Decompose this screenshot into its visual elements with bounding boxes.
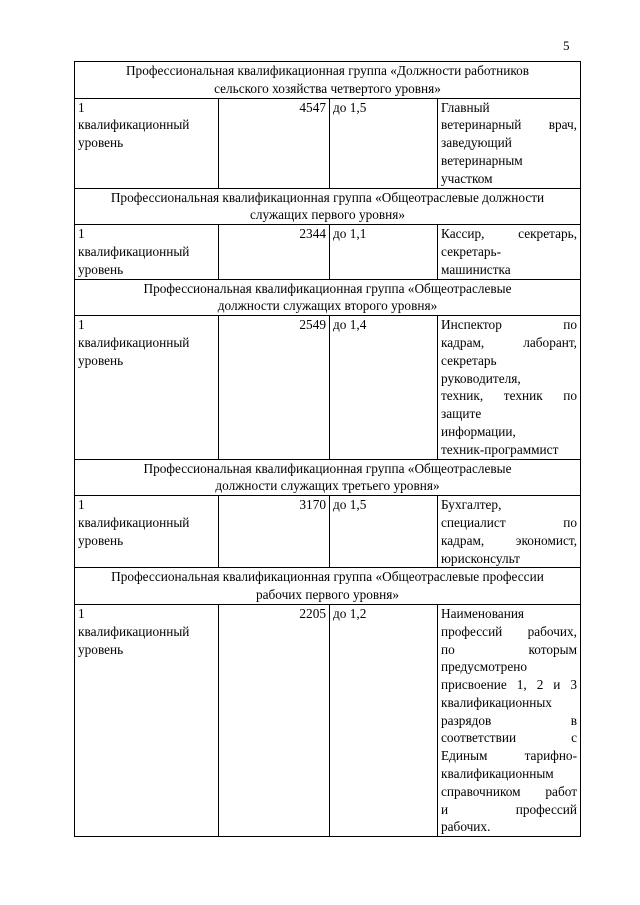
level-line: квалификационный [78,334,190,350]
position-line: квалификационных [441,694,552,710]
position-line: секретарь [441,352,497,368]
table-row [75,98,581,188]
position-line: Инспектор по [441,317,578,333]
qualification-level [75,98,219,188]
position-line: Кассир, секретарь, [441,226,578,242]
coefficient-value: до 1,1 [330,225,438,279]
position-line: предусмотрено [441,659,527,675]
position-line: квалификационным [441,766,554,782]
salary-value: 2344 [219,225,330,279]
position-line: информации, [441,423,516,439]
positions-list [438,225,581,279]
qualification-level [75,316,219,459]
group-header-line: Профессиональная квалификационная группа «Общеотраслевые должности [110,189,545,205]
group-header-line: сельского хозяйства четвертого уровня» [214,80,441,96]
position-line: машинистка [441,261,511,277]
position-line: кадрам, экономист, [441,532,578,548]
coefficient-value: до 1,5 [330,98,438,188]
positions-list [438,316,581,459]
position-line: секретарь- [441,243,501,259]
position-line: профессий рабочих, [441,623,578,639]
group-header [75,459,581,496]
position-line: участком [441,170,493,186]
positions-list [438,496,581,568]
level-line: уровень [78,532,124,548]
group-header-row [75,279,581,316]
group-header-row [75,62,581,99]
level-line: 1 [78,497,85,513]
position-line: техник, техник по [441,388,578,404]
group-header-line: Профессиональная квалификационная группа «Общеотраслевые [143,460,512,476]
group-header-line: должности служащих третьего уровня» [215,478,440,494]
group-header [75,188,581,225]
position-line: по которым [441,641,578,657]
positions-list [438,98,581,188]
position-line: Наименования [441,605,525,621]
position-line: Главный [441,99,490,115]
position-line: разрядов в [441,712,578,728]
table-row [75,225,581,279]
group-header-row [75,188,581,225]
position-line: ветеринарным [441,152,523,168]
position-line: техник-программист [441,441,559,457]
position-line: Бухгалтер, [441,497,502,513]
group-header [75,62,581,99]
group-header-line: Профессиональная квалификационная группа «Общеотраслевые профессии [111,569,544,585]
coefficient-value: до 1,4 [330,316,438,459]
level-line: 1 [78,317,85,333]
level-line: квалификационный [78,243,190,259]
group-header-row [75,459,581,496]
level-line: уровень [78,261,124,277]
coefficient-value: до 1,5 [330,496,438,568]
salary-value: 2549 [219,316,330,459]
level-line: 1 [78,99,85,115]
position-line: руководителя, [441,370,521,386]
position-line: соответствии с [441,730,578,746]
group-header-line: служащих первого уровня» [249,207,406,223]
position-line: рабочих. [441,819,491,835]
level-line: квалификационный [78,623,190,639]
position-line: Единым тарифно- [441,748,578,764]
position-line: юрисконсульт [441,550,520,566]
salary-value: 4547 [219,98,330,188]
position-line: специалист по [441,514,578,530]
position-line: защите [441,406,482,422]
level-line: 1 [78,226,85,242]
position-line: ветеринарный врач, [441,117,578,133]
qualification-level [75,496,219,568]
level-line: уровень [78,641,124,657]
salary-value: 3170 [219,496,330,568]
group-header [75,568,581,605]
position-line: кадрам, лаборант, [441,334,578,350]
position-line: присвоение 1, 2 и 3 [441,677,577,693]
table-row [75,496,581,568]
qualification-level [75,604,219,836]
level-line: квалификационный [78,514,190,530]
level-line: квалификационный [78,117,190,133]
salary-value: 2205 [219,604,330,836]
level-line: уровень [78,135,124,151]
positions-list [438,604,581,836]
page-number: 5 [563,38,570,53]
level-line: 1 [78,605,85,621]
position-line: справочником работ [441,783,578,799]
coefficient-value: до 1,2 [330,604,438,836]
group-header-line: рабочих первого уровня» [255,587,400,603]
group-header-line: должности служащих второго уровня» [217,298,438,314]
level-line: уровень [78,352,124,368]
position-line: и профессий [441,801,578,817]
group-header-line: Профессиональная квалификационная группа «Должности работников [125,63,530,78]
qualification-level [75,225,219,279]
position-line: заведующий [441,135,512,151]
group-header-row [75,568,581,605]
table-row [75,604,581,836]
group-header-line: Профессиональная квалификационная группа «Общеотраслевые [143,280,512,296]
group-header [75,279,581,316]
table-row [75,316,581,459]
qualification-table [74,61,581,837]
